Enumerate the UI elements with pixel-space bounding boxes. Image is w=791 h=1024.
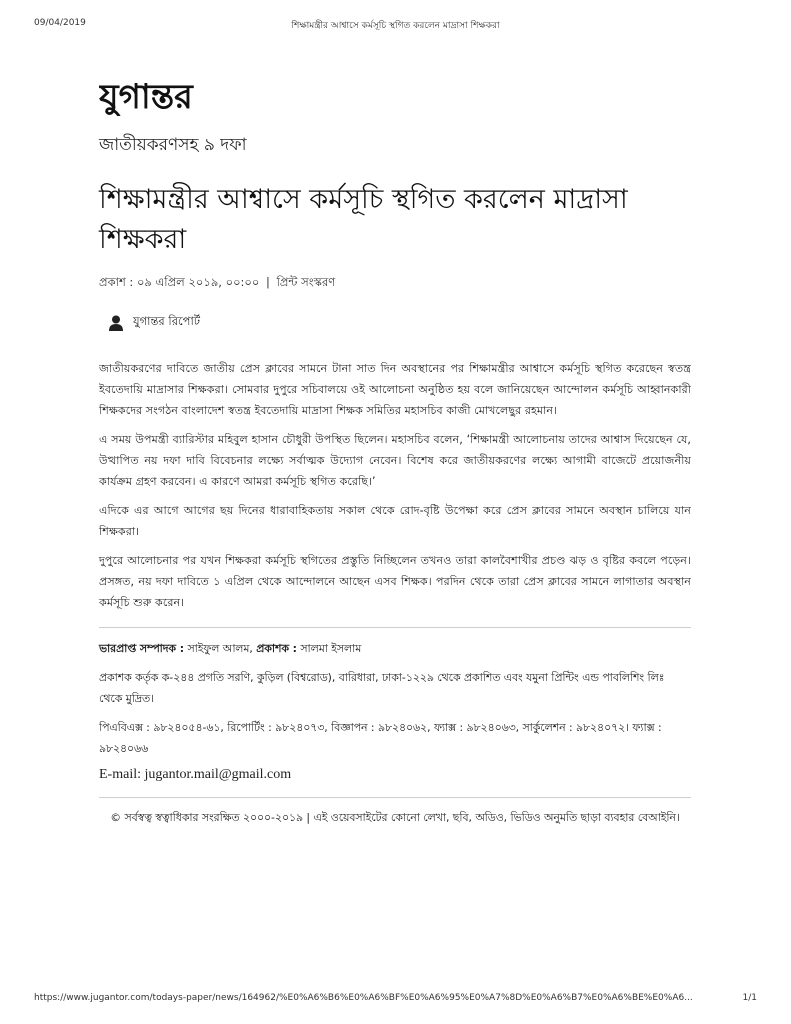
copyright-notice: © সর্বস্বত্ব স্বত্বাধিকার সংরক্ষিত ২০০০-২০১৯ | এই ওয়েবসাইটের কোনো লেখা, ছবি, অডিও, ভিডিও অনুমতি ছাড়া ব্যবহার বেআইনি।: [110, 811, 680, 824]
publisher-name: সালমা ইসলাম: [300, 642, 362, 655]
article-paragraph: এদিকে এর আগে আগের ছয় দিনের ধারাবাহিকতায় সকাল থেকে রোদ-বৃষ্টি উপেক্ষা করে প্রেস ক্লাবের সামনে অবস্থান চালিয়ে যান শিক্ষকরা।: [99, 504, 691, 538]
print-header: [34, 18, 757, 32]
footer-divider: [99, 797, 691, 798]
article-paragraph: জাতীয়করণের দাবিতে জাতীয় প্রেস ক্লাবের সামনে টানা সাত দিন অবস্থানের পর শিক্ষামন্ত্রীর আশ্বাসে কর্মসূচি স্থগিত করেছেন স্বতন্ত্র ইবতেদায়ি মাদ্রাসার শিক্ষকরা। সোমবার দুপুরে সচিবালয়ে ওই আলোচনা অনুষ্ঠিত হয় বলে জানিয়েছেন আন্দোলন কর্মসূচি আহ্বানকারী শিক্ষকদের সংগঠন বাংলাদেশ স্বতন্ত্র ইবতেদায়ি মাদ্রাসা শিক্ষক সমিতির মহাসচিব কাজী মোখলেছুর রহমান।: [99, 362, 691, 417]
article-paragraph: এ সময় উপমন্ত্রী ব্যারিস্টার মহিবুল হাসান চৌধুরী উপস্থিত ছিলেন। মহাসচিব বলেন, ‘শিক্ষামন্ত্রী আলোচনায় তাদের আশ্বাস দিয়েছেন যে, উত্থাপিত নয় দফা দাবি বিবেচনার লক্ষ্যে সর্বাত্মক উদ্যোগ নেবেন। বিশেষ করে জাতীয়করণের লক্ষ্যে আগামী বাজেটে প্রয়োজনীয় কার্যক্রম গ্রহণ করবেন। এ কারণে আমরা কর্মসূচি স্থগিত করেছি।’: [99, 433, 691, 488]
contact-phones: পিএবিএক্স : ৯৮২৪০৫৪-৬১, রিপোর্টিং : ৯৮২৪০৭৩, বিজ্ঞাপন : ৯৮২৪০৬২, ফ্যাক্স : ৯৮২৪০৬৩, সার্কুলেশন : ৯৮২৪০৭২। ফ্যাক্স : ৯৮২৪০৬৬: [99, 721, 662, 755]
publisher-label: প্রকাশক :: [256, 642, 297, 655]
jugantor-logo[interactable]: [99, 78, 691, 116]
article-meta: [99, 274, 691, 293]
meta-separator: |: [266, 275, 270, 289]
section-divider: [99, 627, 691, 628]
edition-label: প্রিন্ট সংস্করণ: [276, 275, 336, 289]
article-paragraph: দুপুরে আলোচনার পর যখন শিক্ষকরা কর্মসূচি স্থগিতের প্রস্তুতি নিচ্ছিলেন তখনও তারা কালবৈশাখীর প্রচণ্ড ঝড় ও বৃষ্টির কবলে পড়েন। প্রসঙ্গত, নয় দফা দাবিতে ১ এপ্রিল থেকে আন্দোলনে আছেন এসব শিক্ষক। পরদিন থেকে তারা প্রেস ক্লাবের সামনে লাগাতার অবস্থান কর্মসূচি শুরু করেন।: [99, 554, 691, 609]
article-shoulder: জাতীয়করণসহ ৯ দফা: [99, 135, 247, 155]
logo-text: যুগান্তর: [99, 78, 193, 116]
editor-publisher-line: [99, 638, 691, 659]
reporter-name: যুগান্তর রিপোর্ট: [133, 314, 201, 328]
jugantor-logo-mark: [99, 78, 279, 116]
user-icon: [109, 315, 123, 331]
article-body: [99, 358, 691, 613]
print-title: শিক্ষামন্ত্রীর আশ্বাসে কর্মসূচি স্থগিত করলেন মাদ্রাসা শিক্ষকরা: [291, 21, 500, 31]
publisher-address: প্রকাশক কর্তৃক ক-২৪৪ প্রগতি সরণি, কুড়িল (বিশ্বরোড), বারিধারা, ঢাকা-১২২৯ থেকে প্রকাশিত এবং যমুনা প্রিন্টিং এন্ড পাবলিশিং লিঃ থেকে মুদ্রিত।: [99, 671, 665, 705]
reporter-byline: [109, 313, 691, 332]
page-number: 1/1: [742, 993, 757, 1003]
page-url[interactable]: https://www.jugantor.com/todays-paper/news/164962/%E0%A6%B6%E0%A6%BF%E0%A6%95%E0%A7%8D%E0%A6%B7%E0%A6%BE%E0%A6...: [34, 993, 693, 1003]
imprint: [99, 638, 691, 783]
print-date: 09/04/2019: [34, 18, 86, 28]
editor-name: সাইফুল আলম,: [187, 642, 253, 655]
published-date: প্রকাশ : ০৯ এপ্রিল ২০১৯, ০০:০০: [99, 275, 260, 289]
editor-label: ভারপ্রাপ্ত সম্পাদক :: [99, 642, 185, 655]
contact-email[interactable]: E-mail: jugantor.mail@gmail.com: [99, 767, 292, 782]
article-headline: শিক্ষামন্ত্রীর আশ্বাসে কর্মসূচি স্থগিত করলেন মাদ্রাসা শিক্ষকরা: [99, 184, 628, 255]
page-content: [99, 78, 691, 828]
